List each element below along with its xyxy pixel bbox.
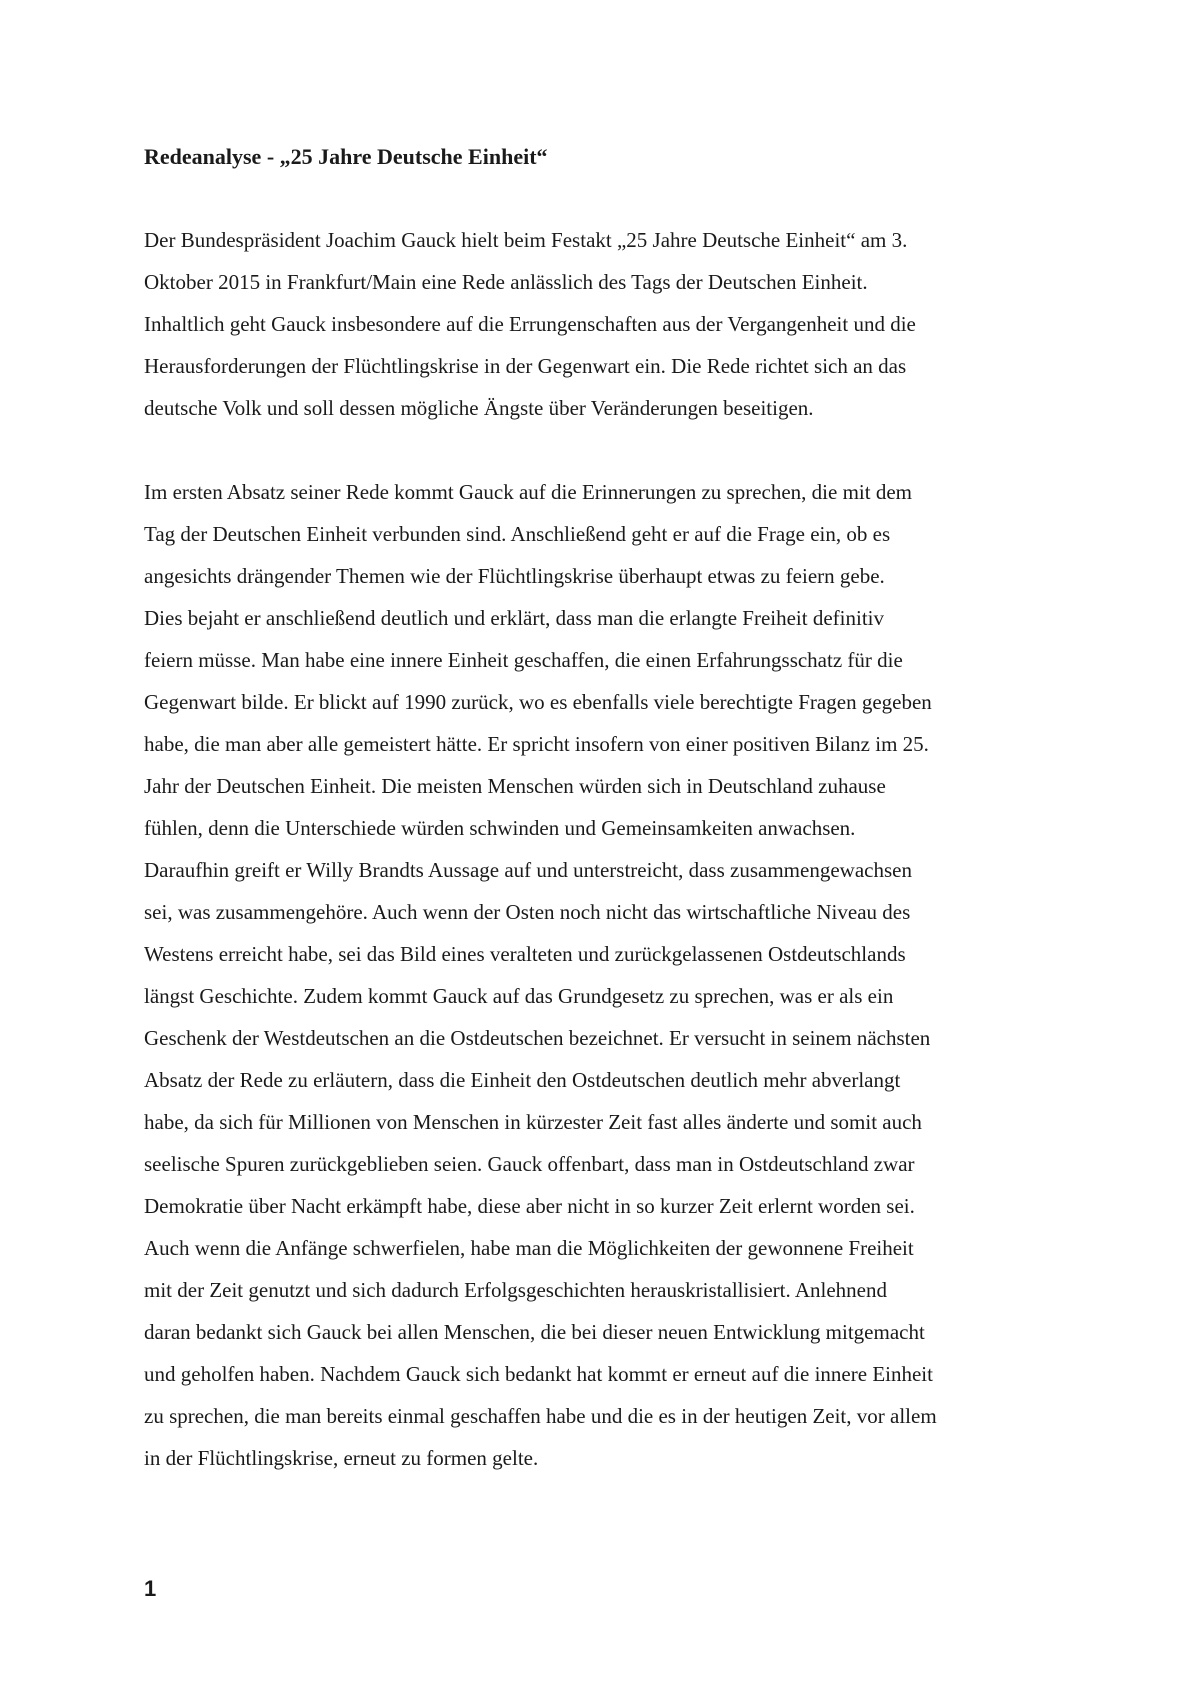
text-line: Tag der Deutschen Einheit verbunden sind. Anschließend geht er auf die Frage ein, ob es — [144, 522, 891, 546]
text-line: Jahr der Deutschen Einheit. Die meisten Menschen würden sich in Deutschland zuhause — [144, 774, 886, 798]
text-line: Im ersten Absatz seiner Rede kommt Gauck auf die Erinnerungen zu sprechen, die mit dem — [144, 480, 912, 504]
text-line: fühlen, denn die Unterschiede würden schwinden und Gemeinsamkeiten anwachsen. — [144, 816, 856, 840]
text-line: deutsche Volk und soll dessen mögliche Ängste über Veränderungen beseitigen. — [144, 396, 814, 420]
text-line: feiern müsse. Man habe eine innere Einheit geschaffen, die einen Erfahrungsschatz für die — [144, 648, 903, 672]
text-line: Westens erreicht habe, sei das Bild eines veralteten und zurückgelassenen Ostdeutschlands — [144, 942, 906, 966]
text-line: angesichts drängender Themen wie der Flüchtlingskrise überhaupt etwas zu feiern gebe. — [144, 564, 885, 588]
text-line: Dies bejaht er anschließend deutlich und erklärt, dass man die erlangte Freiheit definitiv — [144, 606, 885, 630]
text-line: Gegenwart bilde. Er blickt auf 1990 zurück, wo es ebenfalls viele berechtigte Fragen gegeben — [144, 690, 932, 714]
text-line: Inhaltlich geht Gauck insbesondere auf die Errungenschaften aus der Vergangenheit und die — [144, 312, 916, 336]
text-line: Auch wenn die Anfänge schwerfielen, habe man die Möglichkeiten der gewonnene Freiheit — [144, 1236, 914, 1260]
text-line: sei, was zusammengehöre. Auch wenn der Osten noch nicht das wirtschaftliche Niveau des — [144, 900, 911, 924]
page-number: 1 — [144, 1576, 157, 1601]
text-line: Geschenk der Westdeutschen an die Ostdeutschen bezeichnet. Er versucht in seinem nächsten — [144, 1026, 931, 1050]
text-line: Daraufhin greift er Willy Brandts Aussage auf und unterstreicht, dass zusammengewachsen — [144, 858, 912, 882]
text-line: Absatz der Rede zu erläutern, dass die Einheit den Ostdeutschen deutlich mehr abverlangt — [144, 1068, 901, 1092]
text-line: seelische Spuren zurückgeblieben seien. Gauck offenbart, dass man in Ostdeutschland zwar — [144, 1152, 915, 1176]
text-line: Der Bundespräsident Joachim Gauck hielt beim Festakt „25 Jahre Deutsche Einheit“ am 3. — [144, 228, 908, 252]
text-line: Demokratie über Nacht erkämpft habe, diese aber nicht in so kurzer Zeit erlernt worden sei. — [144, 1194, 915, 1218]
text-line: Oktober 2015 in Frankfurt/Main eine Rede anlässlich des Tags der Deutschen Einheit. — [144, 270, 868, 294]
text-line: habe, da sich für Millionen von Menschen in kürzester Zeit fast alles änderte und somit auch — [144, 1110, 922, 1134]
text-line: längst Geschichte. Zudem kommt Gauck auf das Grundgesetz zu sprechen, was er als ein — [144, 984, 894, 1008]
text-line: und geholfen haben. Nachdem Gauck sich bedankt hat kommt er erneut auf die innere Einheit — [144, 1362, 933, 1386]
text-line: habe, die man aber alle gemeistert hätte. Er spricht insofern von einer positiven Bilanz im 25. — [144, 732, 929, 756]
text-line: daran bedankt sich Gauck bei allen Menschen, die bei dieser neuen Entwicklung mitgemacht — [144, 1320, 925, 1344]
text-line: zu sprechen, die man bereits einmal geschaffen habe und die es in der heutigen Zeit, vor allem — [144, 1404, 937, 1428]
document-title: Redeanalyse - „25 Jahre Deutsche Einheit“ — [144, 144, 548, 169]
text-line: mit der Zeit genutzt und sich dadurch Erfolgsgeschichten herauskristallisiert. Anlehnend — [144, 1278, 887, 1302]
text-line: Herausforderungen der Flüchtlingskrise in der Gegenwart ein. Die Rede richtet sich an das — [144, 354, 907, 378]
text-line: in der Flüchtlingskrise, erneut zu formen gelte. — [144, 1446, 539, 1470]
